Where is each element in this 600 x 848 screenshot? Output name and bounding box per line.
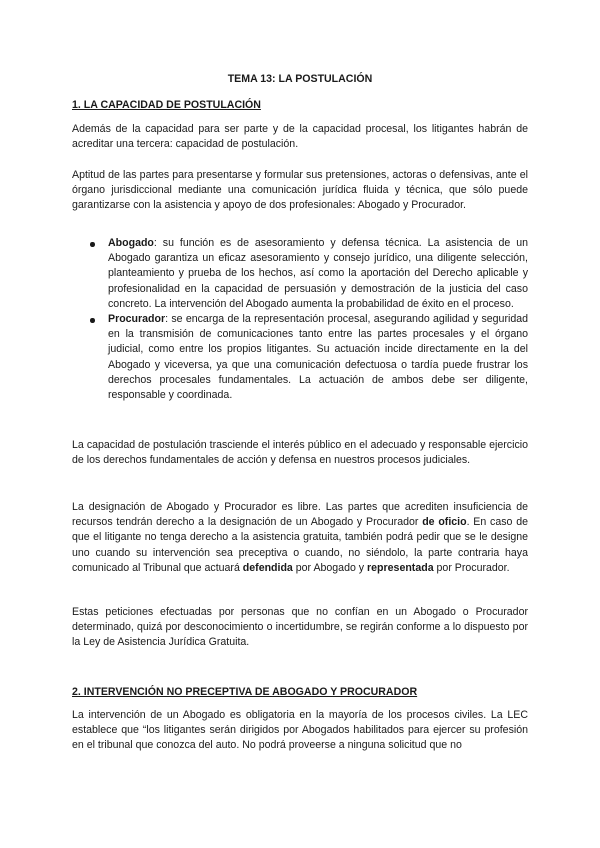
paragraph-intro: Además de la capacidad para ser parte y de la capacidad procesal, los litigantes habrán de acreditar una tercera: capacidad de postulación.	[72, 123, 528, 151]
paragraph-designacion	[72, 500, 528, 576]
bold-de-oficio: de oficio	[422, 516, 467, 529]
paragraph-interes-publico: La capacidad de postulación trasciende el interés público en el adecuado y responsable ejercicio de los derechos fundamentales de acción y defensa en nuestros procesos judiciales.	[72, 439, 528, 467]
professionals-list	[72, 236, 528, 403]
description-procurador: : se encarga de la representación procesal, asegurando agilidad y seguridad en la transmisión de comunicaciones tanto entre las partes procesales y el órgano judicial, como entre los propios litigantes. Su actuación incide directamente en la del Abogado y viceversa, ya que una comunicación defectuosa o tardía puede frustrar los derechos procesales fundamentales. La actuación de ambos debe ser diligente, responsable y coordinada.	[108, 313, 528, 402]
page-title: TEMA 13: LA POSTULACIÓN	[227, 73, 373, 85]
bold-defendida: defendida	[242, 561, 293, 574]
description-abogado: : su función es de asesoramiento y defensa técnica. La asistencia de un Abogado garantiza un eficaz asesoramiento y consejo jurídico, una diligente selección, planteamiento y prueba de los hechos, así como la aportación del Derecho aplicable y profesionalidad en la capacidad de persuasión y demostración de la justicia del caso concreto. La intervención del Abogado aumenta la probabilidad de éxito en el proceso.	[108, 237, 528, 310]
paragraph-peticiones: Estas peticiones efectuadas por personas que no confían en un Abogado o Procurador determinado, quizá por desconocimiento o incertidumbre, se regirán conforme a lo dispuesto por la Ley de Asistencia Jurídica Gratuita.	[72, 606, 528, 649]
section-heading-2: 2. INTERVENCIÓN NO PRECEPTIVA DE ABOGADO Y PROCURADOR	[72, 686, 418, 698]
text-run: La designación de Abogado y Procurador es libre. Las partes que acrediten insuficiencia de recursos tendrán derecho a la designación de un Abogado y Procurador	[72, 501, 528, 529]
paragraph-intervencion: La intervención de un Abogado es obligatoria en la mayoría de los procesos civiles. La LEC establece que “los litigantes serán dirigidos por Abogados habilitados para ejercer su profesión en el tribunal que conozca del auto. No podrá proveerse a ninguna solicitud que no	[72, 709, 528, 752]
text-run: . En caso de que el litigante no tenga derecho a la asistencia gratuita, también podrá pedir que se le designe uno cuando su intervención sea preceptiva o cuando, no siéndolo, la parte contraria haya comunicado al Tribunal que actuará	[72, 516, 528, 574]
list-item-procurador	[72, 312, 528, 403]
text-run: por Abogado y	[292, 561, 368, 574]
term-abogado: Abogado	[108, 237, 154, 249]
bullet-icon	[90, 318, 95, 323]
term-procurador: Procurador	[108, 313, 166, 326]
text-run: por Procurador.	[433, 561, 510, 574]
list-item-abogado	[72, 236, 528, 312]
bold-representada: representada	[367, 561, 434, 574]
bullet-icon	[90, 242, 95, 247]
paragraph-aptitud: Aptitud de las partes para presentarse y formular sus pretensiones, actoras o defensivas, ante el órgano jurisdiccional mediante una comunicación jurídica fluida y técnica, que sólo puede garantizarse con la asistencia y apoyo de dos profesionales: Abogado y Procurador.	[72, 169, 528, 212]
section-heading-1: 1. LA CAPACIDAD DE POSTULACIÓN	[72, 99, 261, 111]
